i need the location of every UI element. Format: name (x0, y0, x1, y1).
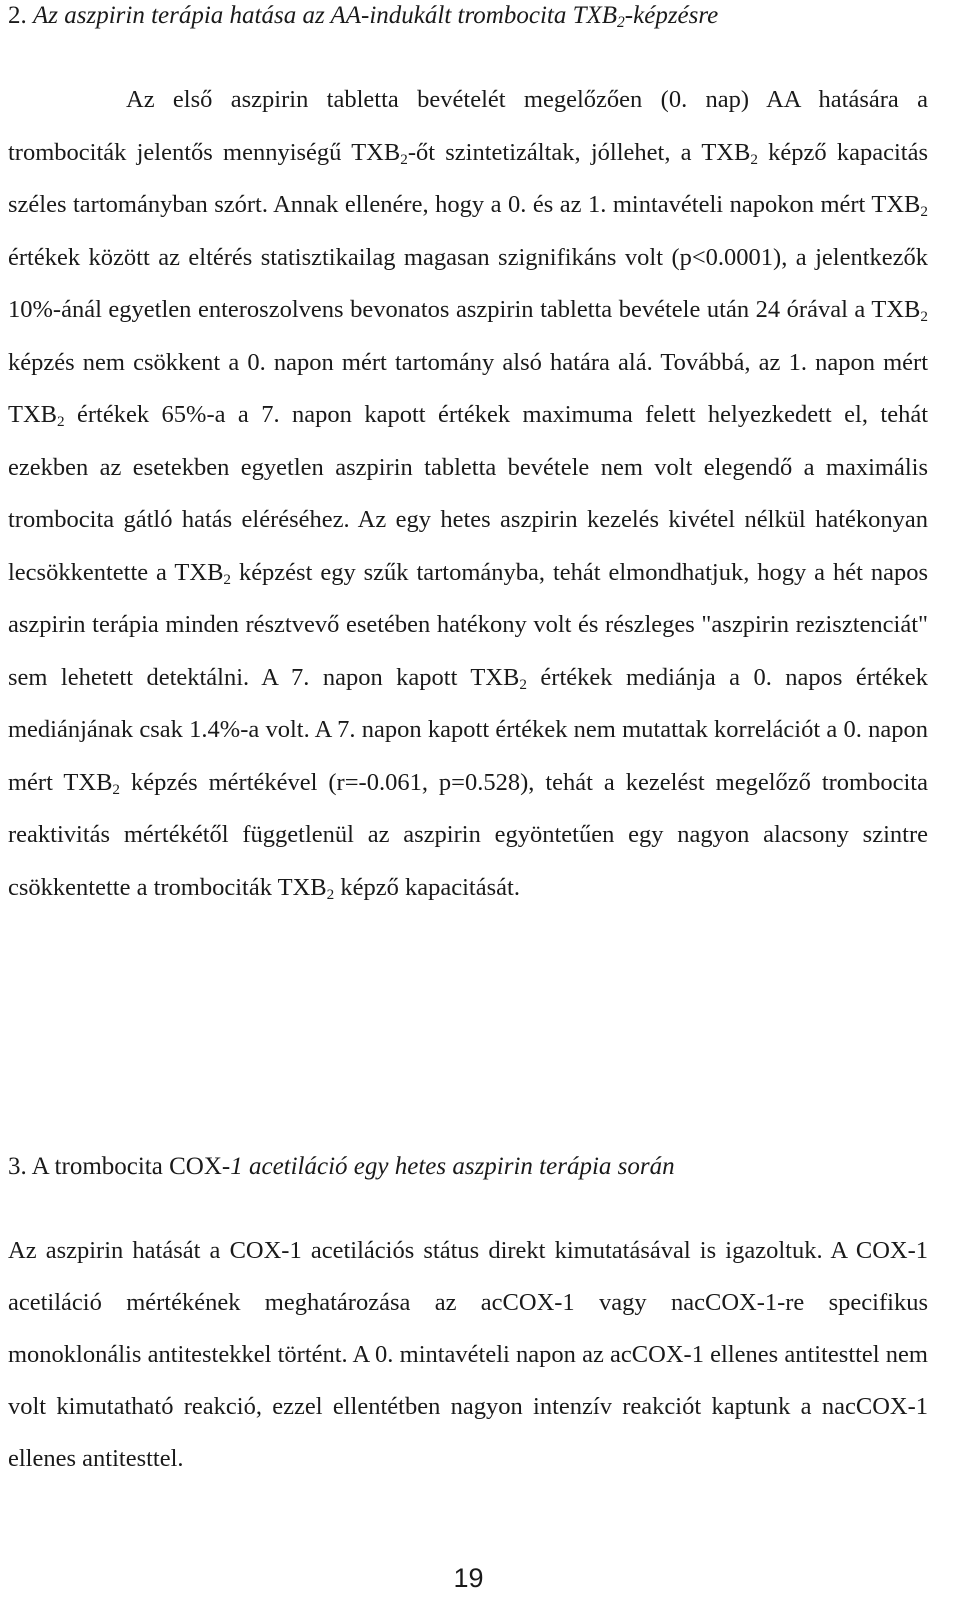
section-2-number: 2. (8, 2, 27, 29)
section-3-number: 3. (8, 1153, 27, 1180)
section-2-heading (8, 1, 718, 31)
text-run: értékek 65%-a a 7. napon kapott értékek maximuma felett helyezkedett el, tehát ezekben az esetekben egyetlen aszpirin tabletta bevétele nem volt elegendő a maximális trombocita gátló hatás eléréséhez. Az egy hetes aszpirin kezelés kivétel nélkül hatékonyan lecsökkentette a TXB (8, 401, 928, 586)
subscript: 2 (920, 202, 928, 220)
subscript: 2 (519, 675, 527, 693)
text-run: -őt szintetizáltak, jóllehet, a TXB (407, 138, 751, 166)
subscript: 2 (920, 307, 928, 325)
section-3-heading (8, 1152, 675, 1182)
page-number: 19 (453, 1563, 484, 1593)
section-2-paragraph (8, 74, 928, 914)
text-run: képzés mértékével (r=-0.061, p=0.528), tehát a kezelést megelőző trombocita reaktivitás mértékétől függetlenül az aszpirin egyöntetűen egy nagyon alacsony szintre csökkentette a trombociták TXB (8, 768, 928, 901)
subscript: 2 (112, 780, 121, 798)
section-2-title: Az aszpirin terápia hatása az AA-indukált trombocita $TXB_2$-képzésre (33, 2, 719, 31)
subscript: 2 (750, 150, 758, 168)
text-run: képzést egy szűk tartományba, tehát elmondhatjuk, hogy a hét napos aszpirin terápia minden résztvevő esetében hatékony volt és részleges "aszpirin rezisztenciát" sem lehetett detektálni. A 7. napon kapott TXB (8, 558, 928, 691)
text-run: képző kapacitás széles tartományban szórt. Annak ellenére, hogy a 0. és az 1. mintavételi napokon mért TXB (8, 138, 929, 218)
text-run: képzés nem csökkent a 0. napon mért tartomány alsó határa alá. Továbbá, az 1. napon mért TXB (8, 348, 928, 428)
text-run: Az első aszpirin tabletta bevételét megelőzően (0. nap) AA hatására a trombociták jelentős mennyiségű TXB (8, 86, 928, 166)
text-run: értékek között az eltérés statisztikailag magasan szignifikáns volt (p<0.0001), a jelentkezők 10%-ánál egyetlen enteroszolvens bevonatos aszpirin tabletta bevétele után 24 órával a TXB (8, 243, 928, 323)
text-run: értékek mediánja a 0. napos értékek mediánjának csak 1.4%-a volt. A 7. napon kapott értékek nem mutattak korrelációt a 0. napon mért TXB (8, 663, 928, 796)
text-run: képző kapacitását. (334, 873, 520, 901)
subscript: 2 (400, 150, 408, 168)
subscript: 2 (326, 885, 335, 903)
section-3-title-italic: 1 acetiláció egy hetes aszpirin terápia során (230, 1153, 675, 1180)
section-3-title-prefix: A trombocita COX- (31, 1153, 231, 1180)
section-3-paragraph: Az aszpirin hatását a COX-1 acetilációs státus direkt kimutatásával is igazoltuk. A COX-1 acetiláció mértékének meghatározása az acCOX-1 vagy nacCOX-1-re specifikus monoklonális antitestekkel történt. A 0. mintavételi napon az acCOX-1 ellenes antitesttel nem volt kimutatható reakció, ezzel ellentétben nagyon intenzív reakciót kaptunk a nacCOX-1 ellenes antitesttel. (8, 1237, 928, 1472)
subscript: 2 (223, 570, 232, 588)
subscript: 2 (57, 412, 65, 430)
